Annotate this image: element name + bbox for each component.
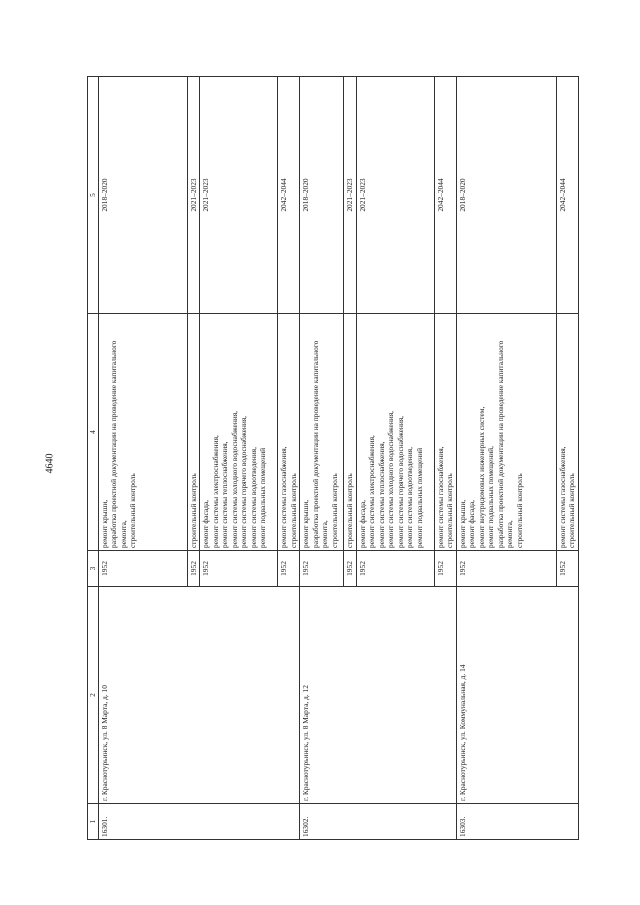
building-address: г. Краснотурьинск, ул. Коммунальная, д. 14 <box>456 587 578 804</box>
works-list: ремонт крыши, разработка проектной документации на проведение капитального ремонта, строительный контроль <box>99 314 188 551</box>
work-period: 2021–2023 <box>200 77 278 314</box>
work-period: 2042–2044 <box>278 77 300 314</box>
work-period: 2018–2020 <box>300 77 344 314</box>
construction-year: 1952 <box>300 551 344 587</box>
building-address: г. Краснотурьинск, ул. 8 Марта, д. 12 <box>300 587 456 804</box>
works-list: строительный контроль <box>188 314 200 551</box>
construction-year: 1952 <box>278 551 300 587</box>
row-number: 16302. <box>300 804 456 840</box>
construction-year: 1952 <box>344 551 356 587</box>
repair-schedule-table <box>87 76 579 840</box>
work-period: 2018–2020 <box>99 77 188 314</box>
construction-year: 1952 <box>456 551 556 587</box>
construction-year: 1952 <box>556 551 578 587</box>
works-list: ремонт системы газоснабжения, строительный контроль <box>278 314 300 551</box>
header-row <box>88 77 99 840</box>
work-period: 2021–2023 <box>188 77 200 314</box>
column-header: 3 <box>88 551 99 587</box>
column-header: 5 <box>88 77 99 314</box>
table-row <box>456 77 556 840</box>
work-period: 2042–2044 <box>434 77 456 314</box>
rotated-table-area <box>87 77 577 840</box>
row-number: 16301. <box>99 804 300 840</box>
works-list: ремонт фасада, ремонт системы электроснабжения, ремонт системы теплоснабжения, ремонт системы холодного водоснабжения, ремонт системы горячего водоснабжения, ремонт системы водоотведения, ремонт подвальных помещений <box>200 314 278 551</box>
row-number: 16303. <box>456 804 578 840</box>
works-list: ремонт крыши, разработка проектной документации на проведение капитального ремонта, строительный контроль <box>300 314 344 551</box>
construction-year: 1952 <box>356 551 434 587</box>
works-list: ремонт системы газоснабжения, строительный контроль <box>434 314 456 551</box>
works-list: строительный контроль <box>344 314 356 551</box>
column-header: 4 <box>88 314 99 551</box>
page-number: 4640 <box>44 453 56 474</box>
column-header: 1 <box>88 804 99 840</box>
work-period: 2018–2020 <box>456 77 556 314</box>
construction-year: 1952 <box>434 551 456 587</box>
building-address: г. Краснотурьинск, ул. 8 Марта, д. 10 <box>99 587 300 804</box>
construction-year: 1952 <box>99 551 188 587</box>
work-period: 2042–2044 <box>556 77 578 314</box>
table-row <box>99 77 188 840</box>
document-table-wrapper <box>87 77 577 840</box>
work-period: 2021–2023 <box>356 77 434 314</box>
column-header: 2 <box>88 587 99 804</box>
table-row <box>300 77 344 840</box>
construction-year: 1952 <box>200 551 278 587</box>
works-list: ремонт системы газоснабжения, строительный контроль <box>556 314 578 551</box>
work-period: 2021–2023 <box>344 77 356 314</box>
works-list: ремонт крыши, ремонт фасада, ремонт внутридомовых инженерных систем, ремонт подвальных помещений, разработка проектной документации на проведение капитального ремонта, строительный контроль <box>456 314 556 551</box>
works-list: ремонт фасада, ремонт системы электроснабжения, ремонт системы теплоснабжения, ремонт системы холодного водоснабжения, ремонт системы горячего водоснабжения, ремонт системы водоотведения, ремонт подвальных помещений <box>356 314 434 551</box>
construction-year: 1952 <box>188 551 200 587</box>
